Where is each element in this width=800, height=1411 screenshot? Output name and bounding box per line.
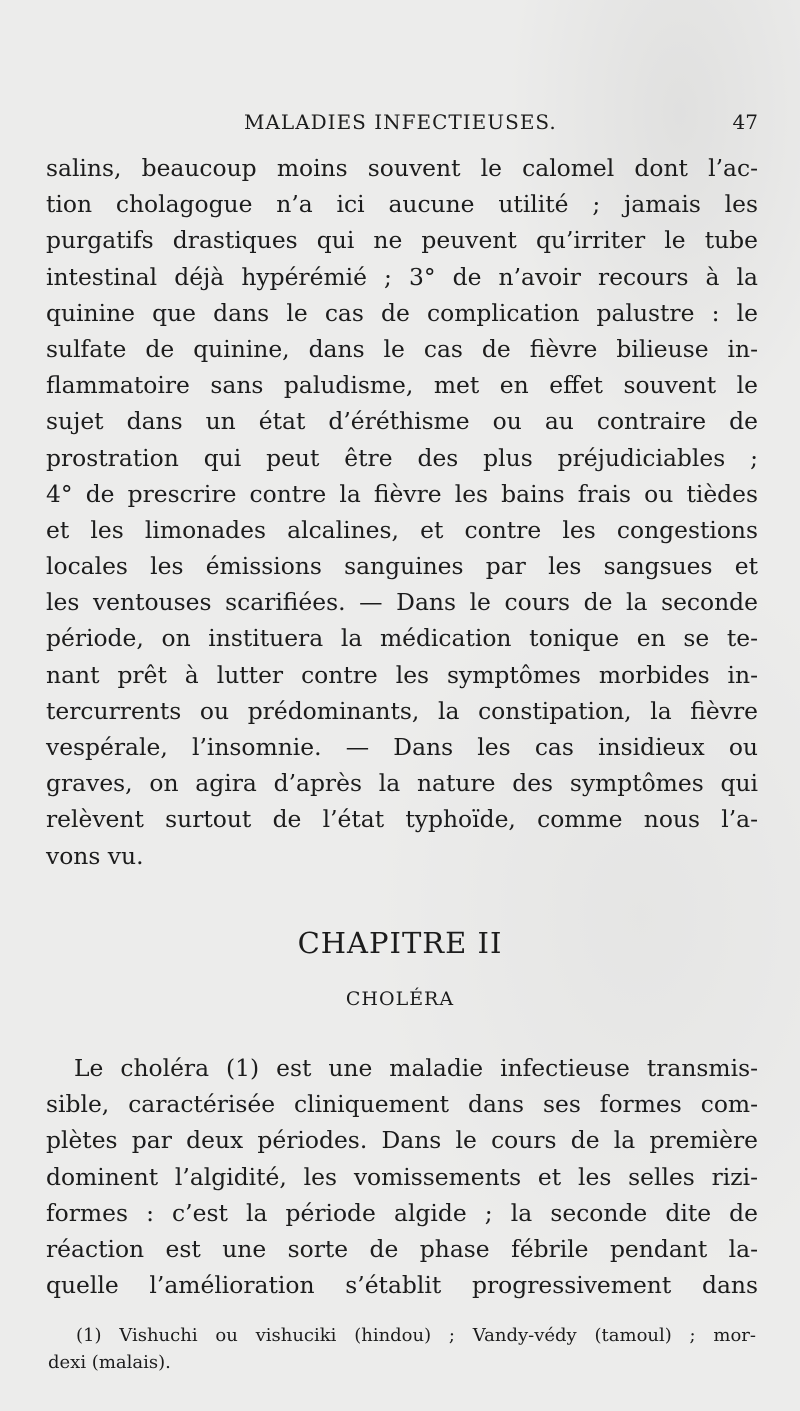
- text-line: nant prêt à lutter contre les symptômes morbides in-: [46, 660, 758, 689]
- footnote: [48, 1322, 756, 1376]
- chapter-paragraph: [46, 1050, 758, 1303]
- text-line: purgatifs drastiques qui ne peuvent qu’irriter le tube: [46, 226, 758, 255]
- text-line: intestinal déjà hypérémié ; 3° de n’avoir recours à la: [46, 262, 758, 291]
- text-line: graves, on agira d’après la nature des symptômes qui: [46, 769, 758, 798]
- text-line: dominent l’algidité, les vomissements et les selles rizi-: [46, 1162, 758, 1191]
- text-line: tion cholagogue n’a ici aucune utilité ; jamais les: [46, 190, 758, 219]
- running-head: [48, 108, 760, 140]
- text-line: sible, caractérisée cliniquement dans ses formes com-: [46, 1090, 758, 1119]
- text-line: 4° de prescrire contre la fièvre les bains frais ou tièdes: [46, 479, 758, 508]
- text-line: locales les émissions sanguines par les sangsues et: [46, 552, 758, 581]
- text-line: réaction est une sorte de phase fébrile pendant la-: [46, 1234, 758, 1263]
- text-line: quelle l’amélioration s’établit progressivement dans: [46, 1271, 758, 1300]
- text-line: flammatoire sans paludisme, met en effet souvent le: [46, 371, 758, 400]
- text-line: vons vu.: [46, 841, 144, 870]
- text-line: plètes par deux périodes. Dans le cours de la première: [46, 1126, 758, 1155]
- text-line: relèvent surtout de l’état typhoïde, comme nous l’a-: [46, 805, 758, 834]
- text-line: sulfate de quinine, dans le cas de fièvre bilieuse in-: [46, 334, 758, 363]
- text-line: quinine que dans le cas de complication palustre : le: [46, 298, 758, 327]
- text-line: tercurrents ou prédominants, la constipation, la fièvre: [46, 696, 758, 725]
- text-line: et les limonades alcalines, et contre les congestions: [46, 515, 758, 544]
- page-number: 47: [732, 110, 758, 134]
- text-line: Le choléra (1) est une maladie infectieuse transmis-: [74, 1054, 758, 1082]
- text-line: prostration qui peut être des plus préjudiciables ;: [46, 443, 758, 472]
- continued-paragraph: [46, 150, 758, 874]
- footnote-line: dexi (malais).: [48, 1352, 171, 1373]
- text-line: vespérale, l’insomnie. — Dans les cas insidieux ou: [46, 733, 758, 761]
- footnote-line: (1) Vishuchi ou vishuciki (hindou) ; Vandy-védy (tamoul) ; mor-: [76, 1325, 756, 1346]
- text-line: formes : c’est la période algide ; la seconde dite de: [46, 1198, 758, 1227]
- text-line: les ventouses scarifiées. — Dans le cours de la seconde: [46, 588, 758, 617]
- text-line: sujet dans un état d’éréthisme ou au contraire de: [46, 407, 758, 436]
- chapter-title: CHAPITRE II: [297, 926, 503, 960]
- text-line: période, on instituera la médication tonique en se te-: [46, 624, 758, 653]
- text-line: salins, beaucoup moins souvent le calomel dont l’ac-: [46, 154, 758, 182]
- running-title: MALADIES INFECTIEUSES.: [244, 110, 557, 134]
- chapter-subtitle: CHOLÉRA: [345, 988, 455, 1010]
